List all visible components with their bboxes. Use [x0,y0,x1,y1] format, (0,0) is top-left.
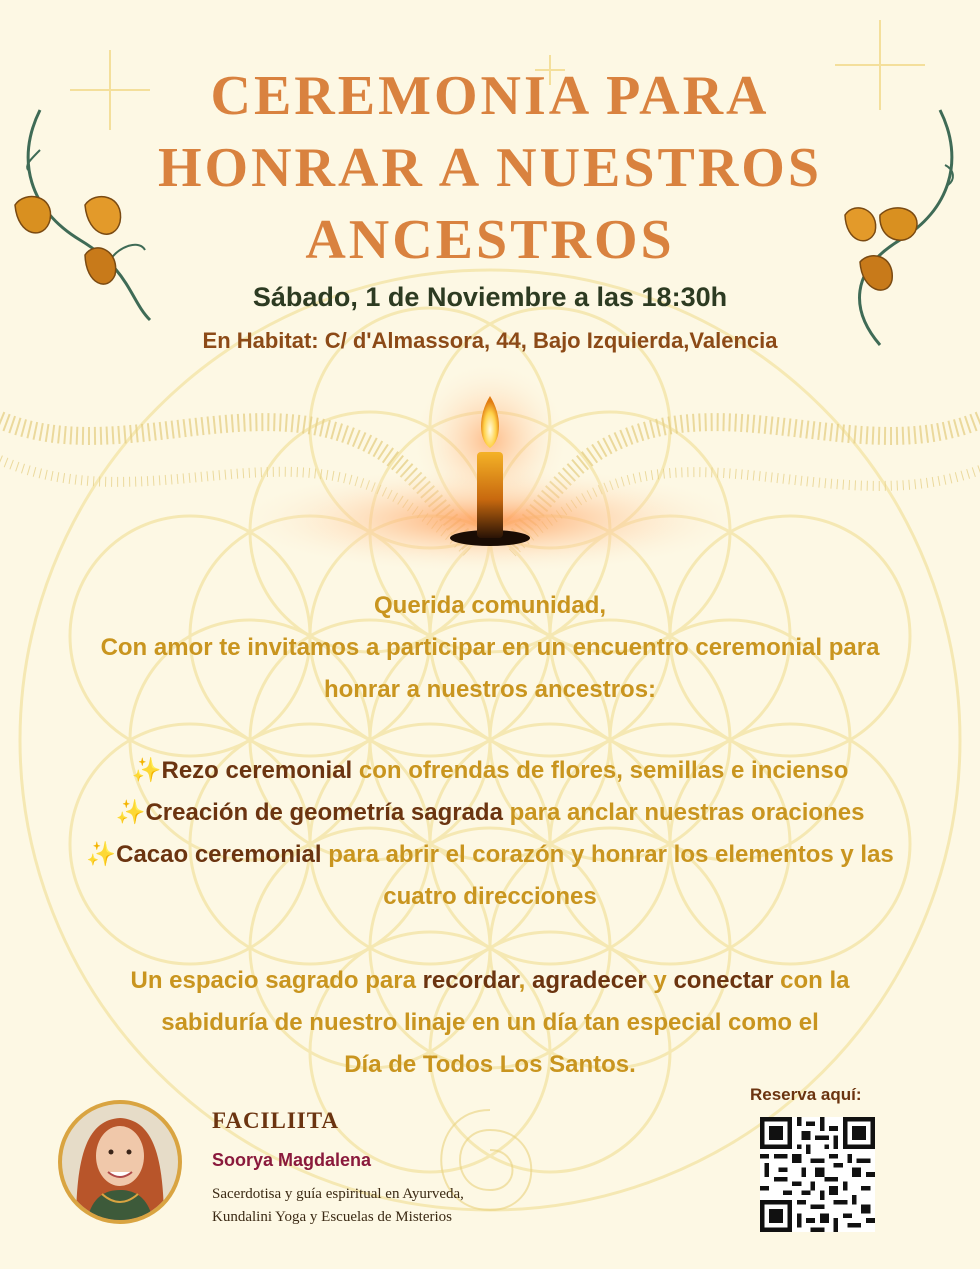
closing-text [0,960,980,1086]
activity-list [0,750,980,918]
title-line-3: ANCESTROS [305,209,675,271]
reserve-label: Reserva aquí: [750,1085,862,1104]
qr-code[interactable] [760,1117,875,1232]
candle-illustration [230,360,750,575]
event-location: En Habitat: C/ d'Almassora, 44, Bajo Izquierda,Valencia [202,328,778,353]
facilitator-description: Sacerdotisa y guía espiritual en Ayurveda, Kundalini Yoga y Escuelas de Misterios [212,1186,464,1225]
activity-item-continuation: cuatro direcciones [383,883,597,910]
avatar [56,1098,184,1226]
closing-line-1: Un espacio sagrado para recordar, agradecer y conectar con la [130,967,850,994]
closing-line-3: Día de Todos Los Santos. [344,1051,636,1078]
intro-line-2: honrar a nuestros ancestros: [323,676,657,703]
greeting: Querida comunidad, [373,592,607,619]
activity-item: ✨Creación de geometría sagrada para anclar nuestras oraciones [115,799,865,826]
facilitator-name: Soorya Magdalena [212,1150,372,1170]
sparkles-icon: ✨ [115,799,146,826]
facilitator-heading: FACILIITA [212,1108,339,1133]
activity-item: ✨Rezo ceremonial con ofrendas de flores, semillas e incienso [131,757,849,784]
intro-line-1: Con amor te invitamos a participar en un encuentro ceremonial para [100,634,880,661]
title-line-1: CEREMONIA PARA [210,65,770,127]
sparkles-icon: ✨ [131,757,162,784]
sparkles-icon: ✨ [86,841,117,868]
event-date: Sábado, 1 de Noviembre a las 18:30h [252,282,728,312]
activity-item: ✨Cacao ceremonial para abrir el corazón y honrar los elementos y las [86,841,894,868]
intro-text [0,585,980,711]
title-line-2: HONRAR A NUESTROS [157,137,823,199]
closing-line-2: sabiduría de nuestro linaje en un día tan especial como el [161,1009,819,1036]
